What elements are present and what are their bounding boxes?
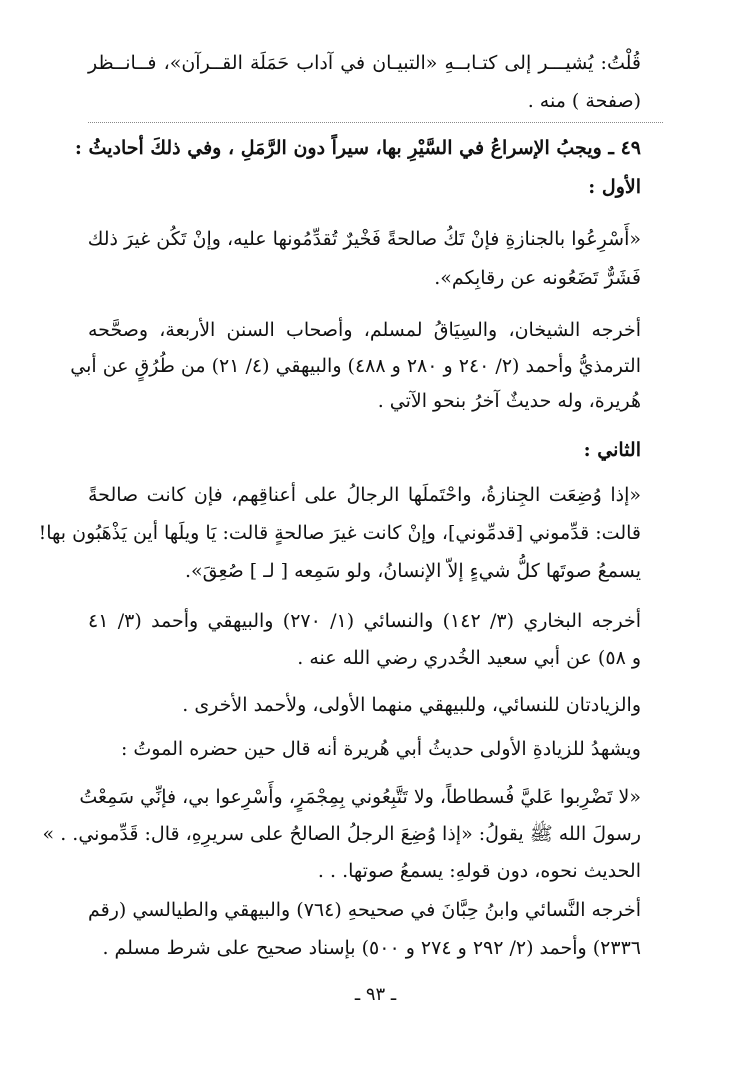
- first-hadith-label: الأول :: [588, 176, 641, 198]
- hadith-2-line-2: قالت: قدِّموني [قدمِّوني]، وإنْ كانت غيرَ صالحةٍ قالت: يَا ويلَها أين يَذْهَبُون بها!: [38, 522, 641, 544]
- takhrij-3-line-1: أخرجه النَّسائي وابنُ حِبَّانَ في صحيحهِ (٧٦٤) والبيهقي والطيالسي (رقم: [87, 899, 641, 921]
- hadith-1-line-1: «أَسْرِعُوا بالجنازةِ فإنْ تَكُ صالحةً فَخْيرٌ تُقدِّمُونها عليه، وإنْ تَكُن غيرَ ذلك: [87, 228, 641, 250]
- note-line-2: (صفحة ) منه .: [527, 90, 641, 112]
- takhrij-2-line-1: أخرجه البخاري (٣/ ١٤٢) والنسائي (١/ ٢٧٠) والبيهقي وأحمد (٣/ ٤١: [88, 610, 641, 632]
- takhrij-1-line-1: أخرجه الشيخان، والسِيَاقُ لمسلم، وأصحاب السنن الأربعة، وصحَّحه: [88, 319, 641, 341]
- hadith-3-line-1: «لا تَضْرِبوا عَليَّ فُسطاطاً، ولا تَتَّبِعُوني بِمِجْمَرٍ، وأَسْرِعوا بي، فإنِّي سَمِعْتُ: [79, 786, 641, 808]
- takhrij-3-line-2: ٢٣٣٦) وأحمد (٢/ ٢٩٢ و ٢٧٤ و ٥٠٠) بإسناد صحيح على شرط مسلم .: [102, 937, 641, 959]
- takhrij-2-line-2: و ٥٨) عن أبي سعيد الخُدري رضي الله عنه .: [297, 647, 641, 669]
- hadith-3-line-2: رسولَ الله ﷺ يقولُ: «إذا وُضِعَ الرجلُ الصالحُ على سريرِهِ، قال: قَدِّموني. . »: [42, 823, 641, 845]
- hadith-1-line-2: فَشَرٌّ تَضَعُونه عن رقابِكم».: [434, 267, 641, 289]
- additions-line-1: والزيادتان للنسائي، وللبيهقي منهما الأولى، ولأحمد الأخرى .: [182, 694, 641, 716]
- additions-line-2: ويشهدُ للزيادةِ الأولى حديثُ أبي هُريرة أنه قال حين حضره الموتُ :: [120, 738, 641, 760]
- takhrij-1-line-2: الترمذيُّ وأحمد (٢/ ٢٤٠ و ٢٨٠ و ٤٨٨) والبيهقي (٤/ ٢١) من طُرُقٍ عن أبي: [70, 355, 641, 377]
- hadith-2-line-1: «إذا وُضِعَت الجِنازةُ، واحْتَملَها الرجالُ على أعناقِهم، فإن كانت صالحةً: [88, 484, 641, 506]
- section-49-heading: ٤٩ ـ ويجبُ الإسراعُ في السَّيْرِ بها، سيراً دون الرَّمَلِ ، وفي ذلكَ أحاديثُ :: [74, 137, 641, 159]
- takhrij-1-line-3: هُريرة، وله حديثٌ آخرُ بنحو الآتي .: [377, 390, 641, 412]
- page-number: ـ ٩٣ ـ: [354, 984, 397, 1005]
- second-hadith-label: الثاني :: [583, 439, 641, 461]
- dotted-divider: [88, 122, 663, 123]
- note-line-1: قُلْتُ: يُشيـــر إلى كتـابــهِ «التبيـان في آداب حَمَلَة القــرآن»، فــانــظر: [88, 52, 641, 74]
- hadith-3-line-3: الحديث نحوه، دون قولهِ: يسمعُ صوتها. . .: [317, 860, 641, 882]
- hadith-2-line-3: يسمعُ صوتَها كلُّ شيءٍ إلاّ الإنسانُ، ولو سَمِعه [ لـ ] صُعِقَ».: [184, 560, 641, 582]
